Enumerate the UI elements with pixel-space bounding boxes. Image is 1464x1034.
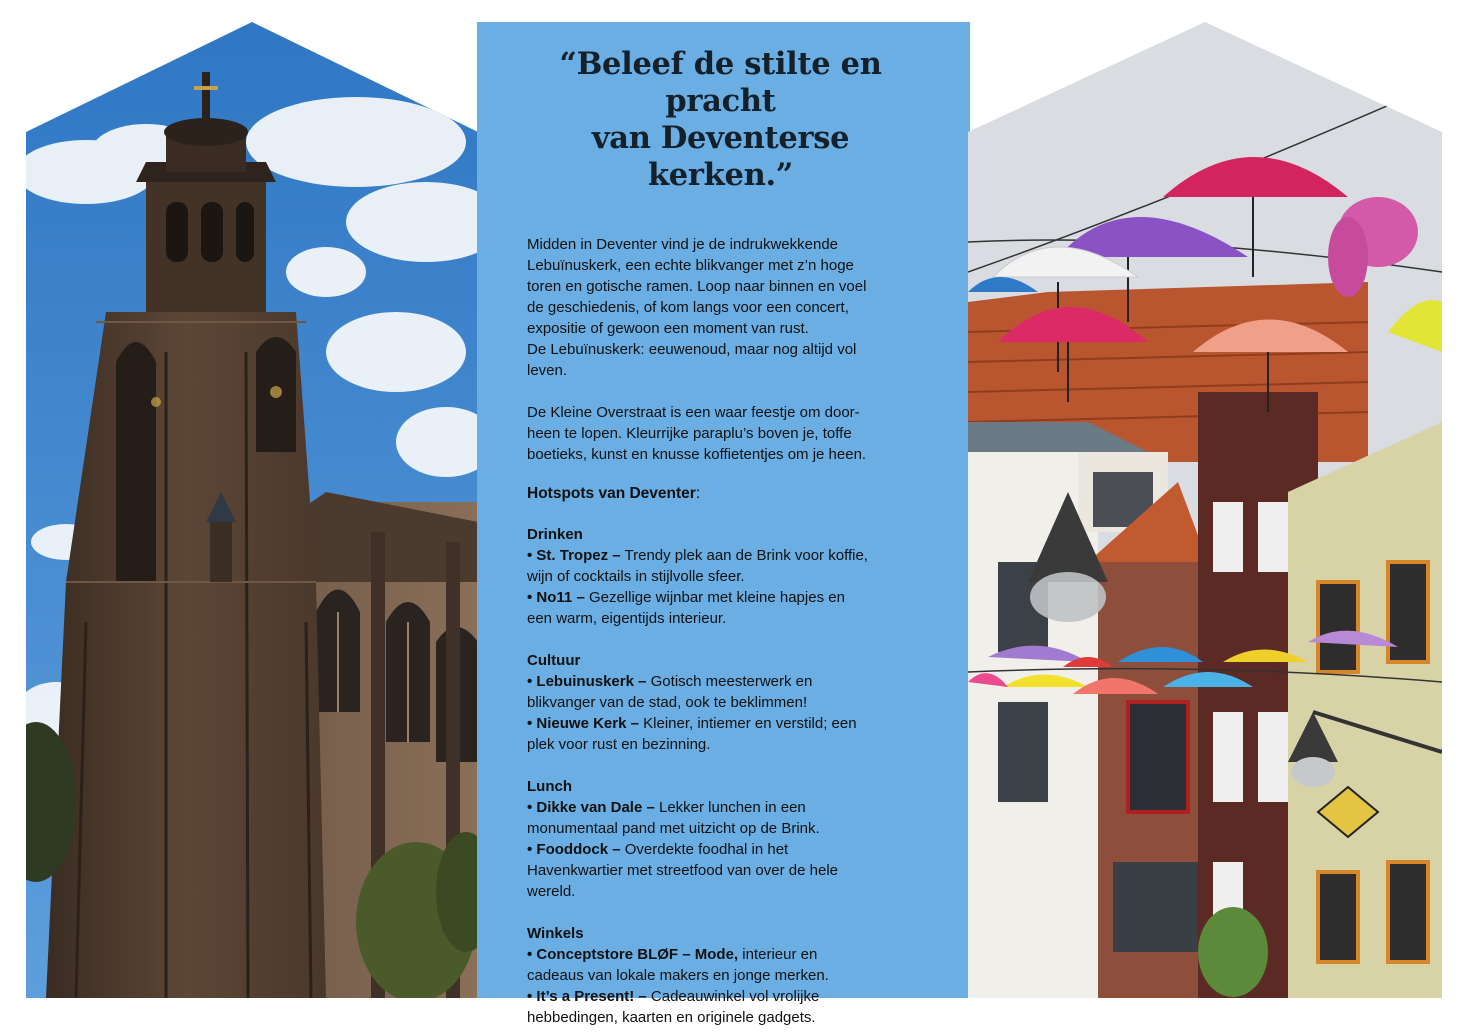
list-item (527, 587, 924, 629)
item-text: Havenkwartier met streetfood van over de hele (527, 862, 838, 879)
item-name: • Lebuinuskerk – (527, 673, 647, 690)
intro-line: de geschiedenis, of kom langs voor een concert, (527, 299, 849, 316)
category-lunch (527, 776, 924, 902)
item-text: interieur en (738, 946, 818, 963)
category-title: Drinken (527, 526, 583, 543)
item-text: monumentaal pand met uitzicht op de Brink. (527, 820, 820, 837)
item-name: • St. Tropez – (527, 547, 621, 564)
intro-line: expositie of gewoon een moment van rust. (527, 320, 809, 337)
item-text: cadeaus van lokale makers en jonge merken. (527, 967, 829, 984)
intro-line: Midden in Deventer vind je de indrukwekkende (527, 236, 839, 253)
item-text: Kleiner, intiemer en verstild; een (638, 715, 857, 732)
list-item (527, 713, 924, 755)
list-item (527, 839, 924, 902)
category-title: Cultuur (527, 652, 581, 669)
list-item (527, 671, 924, 713)
quote-line-1: “Beleef de stilte en pracht (559, 46, 882, 119)
overstraat-line: heen te lopen. Kleurrijke paraplu’s boven je, toffe (527, 425, 852, 442)
text-panel (477, 22, 970, 1026)
item-text: plek voor rust en bezinning. (527, 736, 711, 753)
category-drinken (527, 524, 924, 629)
overstraat-line: boetieks, kunst en knusse koffietentjes om je heen. (527, 446, 867, 463)
item-text: Trendy plek aan de Brink voor koffie, (620, 547, 868, 564)
item-text: Gezellige wijnbar met kleine hapjes en (584, 589, 845, 606)
category-title: Lunch (527, 778, 572, 795)
item-text: wereld. (527, 883, 576, 900)
intro-line: toren en gotische ramen. Loop naar binnen en voel (527, 278, 867, 295)
item-text: blikvanger van de stad, ook te beklimmen! (527, 694, 808, 711)
item-text: Gotisch meesterwerk en (646, 673, 813, 690)
item-name: • Conceptstore BLØF – Mode, (527, 946, 739, 963)
item-text: hebbedingen, kaarten en originele gadgets. (527, 1009, 816, 1026)
item-name: • No11 – (527, 589, 585, 606)
item-text: wijn of cocktails in stijlvolle sfeer. (527, 568, 745, 585)
overstraat-paragraph (527, 402, 924, 465)
hotspots-heading-text: Hotspots van Deventer (527, 485, 696, 502)
item-text: Cadeauwinkel vol vrolijke (646, 988, 820, 1005)
intro-line: Lebuïnuskerk, een echte blikvanger met z’n hoge (527, 257, 854, 274)
item-text: Overdekte foodhal in het (620, 841, 789, 858)
quote-line-2: van Deventerse kerken.” (591, 120, 850, 193)
church-photo (26, 22, 478, 998)
overstraat-line: De Kleine Overstraat is een waar feestje om door- (527, 404, 860, 421)
list-item (527, 986, 924, 1028)
category-winkels (527, 923, 924, 1028)
item-text: een warm, eigentijds interieur. (527, 610, 727, 627)
category-cultuur (527, 650, 924, 755)
item-name: • Dikke van Dale – (527, 799, 655, 816)
umbrella-street-photo (968, 22, 1442, 998)
intro-paragraph (527, 234, 924, 381)
item-name: • It’s a Present! – (527, 988, 647, 1005)
intro-line: leven. (527, 362, 568, 379)
list-item (527, 944, 924, 986)
item-name: • Fooddock – (527, 841, 621, 858)
intro-line: De Lebuïnuskerk: eeuwenoud, maar nog altijd vol (527, 341, 857, 358)
item-text: Lekker lunchen in een (654, 799, 806, 816)
category-title: Winkels (527, 925, 584, 942)
list-item (527, 797, 924, 839)
pull-quote (517, 46, 924, 194)
item-name: • Nieuwe Kerk – (527, 715, 639, 732)
hotspots-heading (527, 483, 924, 504)
hotspots-colon: : (695, 485, 701, 502)
list-item (527, 545, 924, 587)
